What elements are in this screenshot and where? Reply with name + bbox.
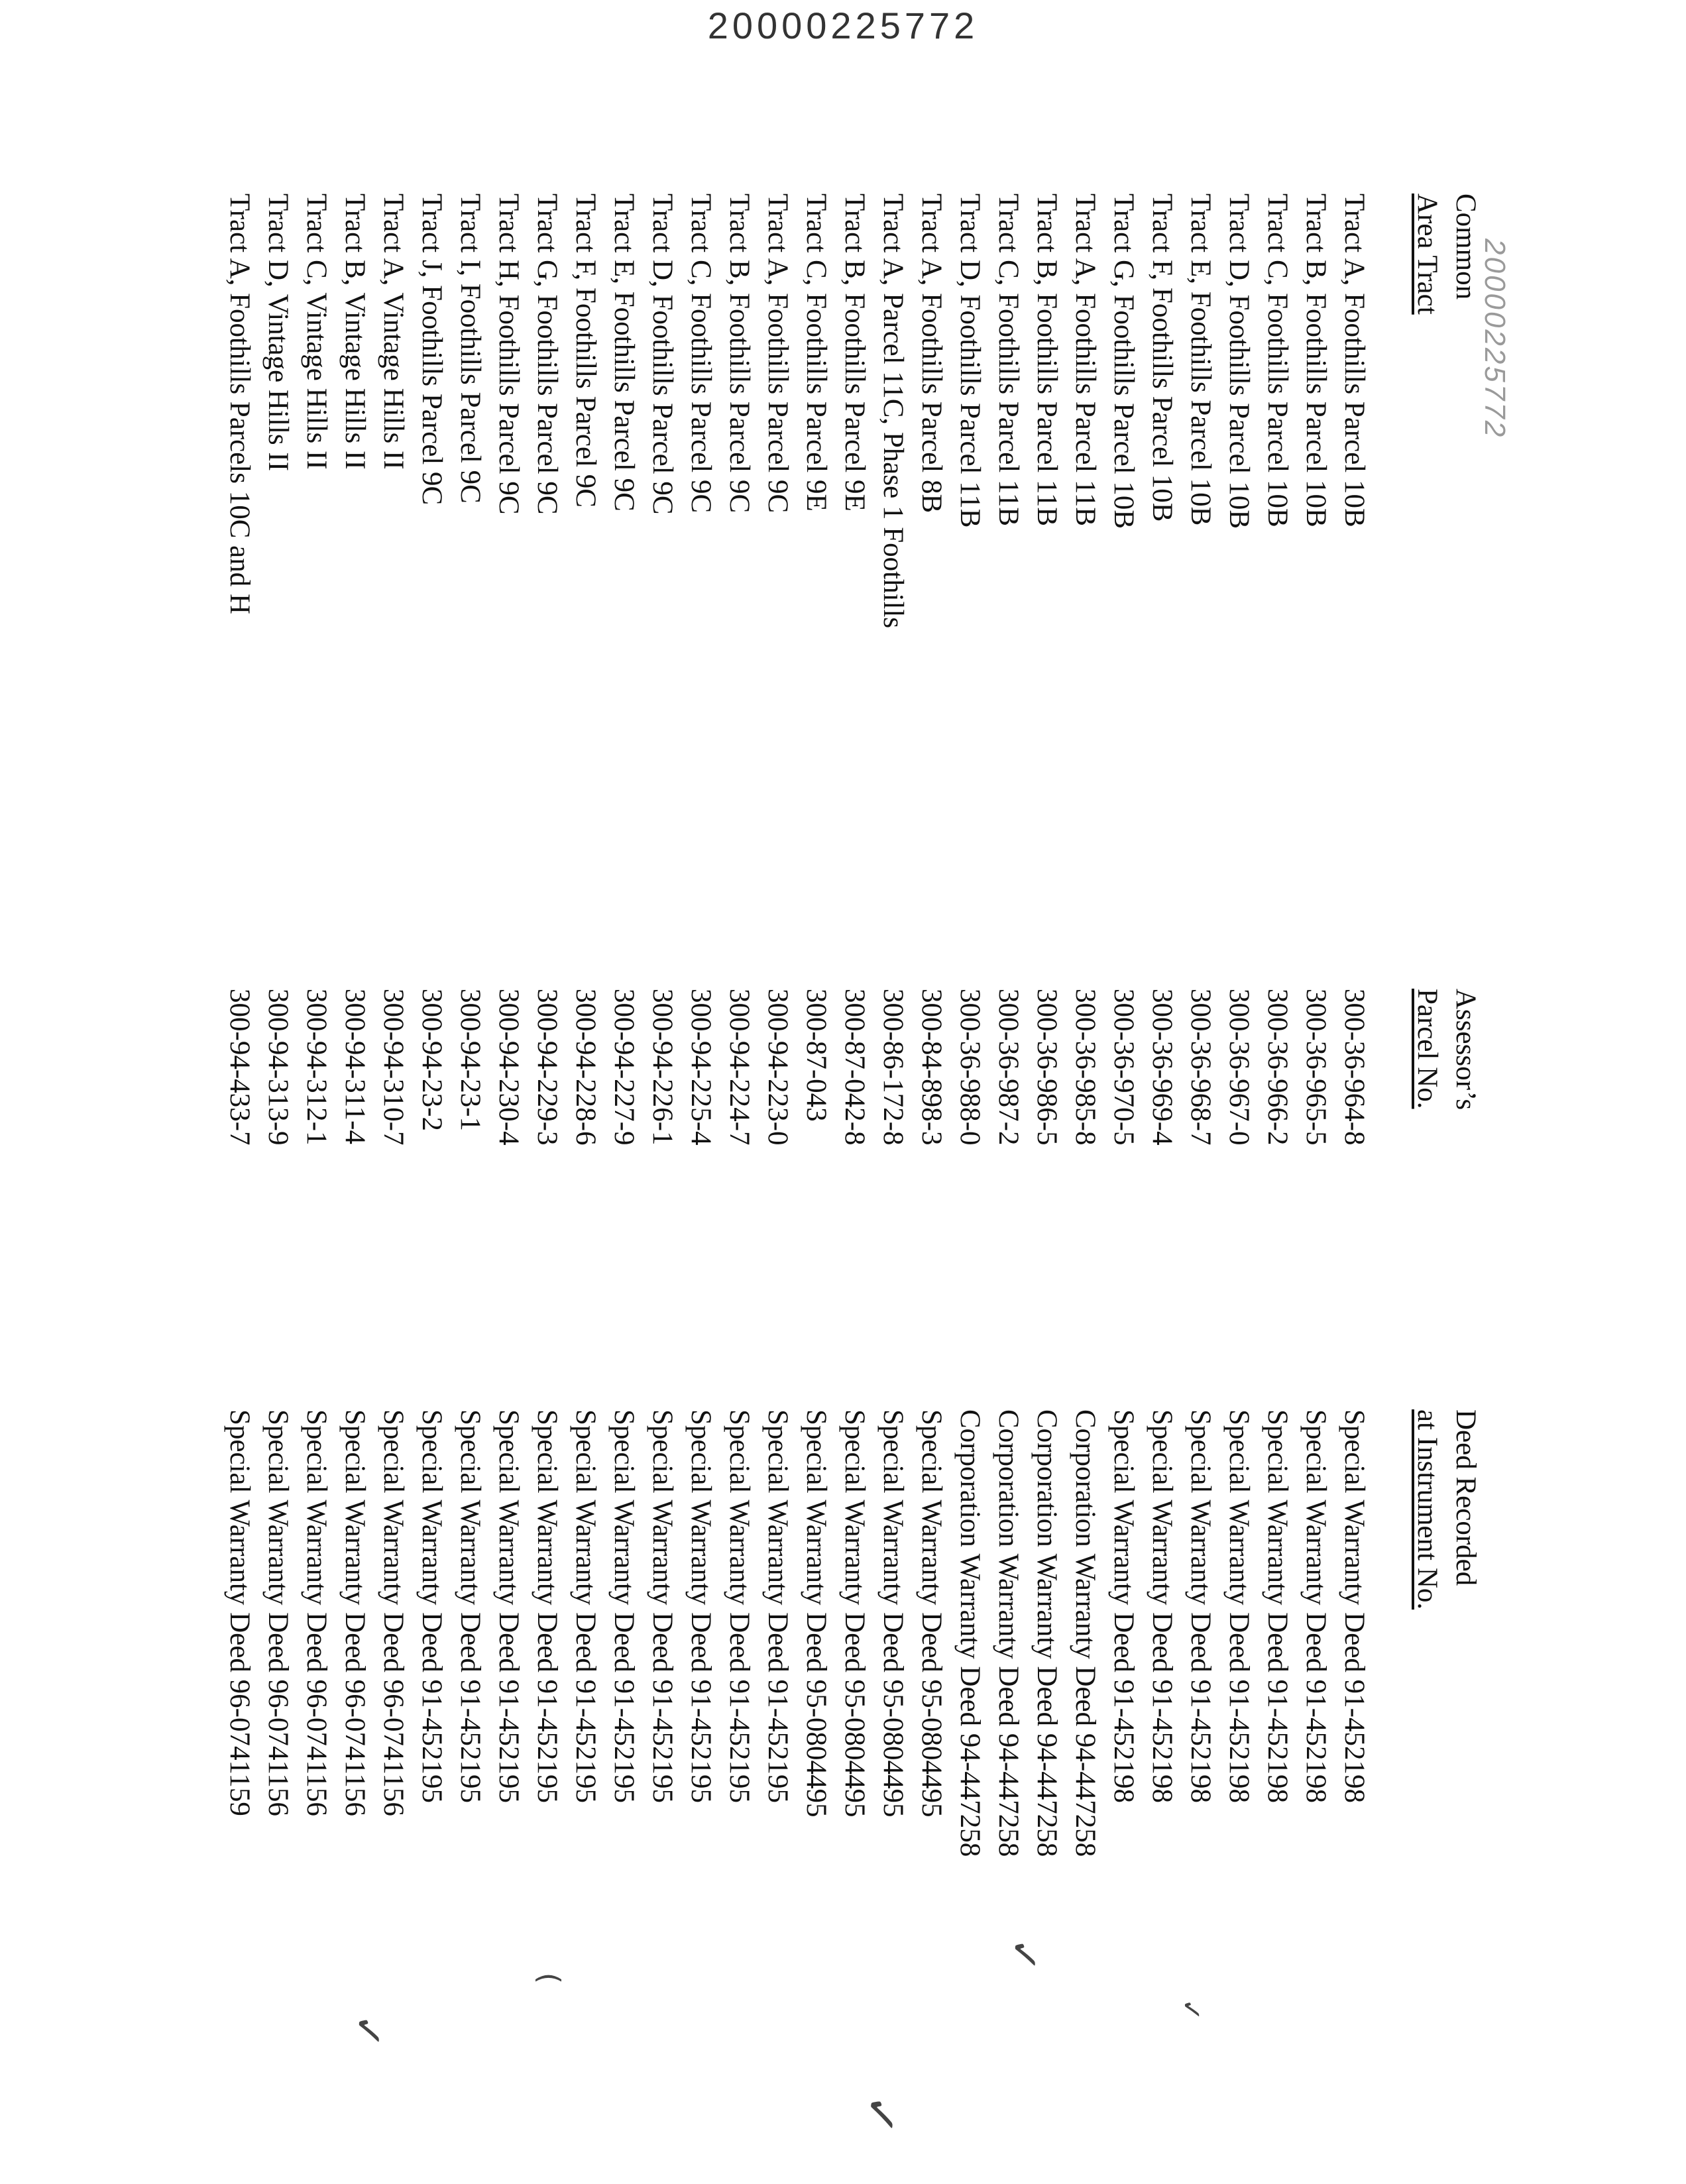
tract-cell: Tract B, Foothills Parcel 11B [1031,193,1062,527]
parcel-cell: 300-94-433-7 [224,989,255,1146]
header-deed [1408,1409,1485,2022]
table-row [604,193,643,2022]
parcel-cell: 300-36-968-7 [1185,989,1216,1146]
parcel-cell: 300-36-969-4 [1147,989,1178,1146]
checkmark-icon: ( [532,1972,567,1985]
table-row [528,193,566,2022]
deed-cell: Special Warranty Deed 95-0804495 [916,1409,947,1818]
table-row [258,193,297,2022]
deed-cell: Special Warranty Deed 91-452195 [724,1409,755,1803]
table-row [758,193,797,2022]
deed-cell: Special Warranty Deed 96-0741156 [262,1409,294,1816]
tract-cell: Tract G, Foothills Parcel 10B [1108,193,1139,529]
tract-cell: Tract E, Foothills Parcel 9C [608,193,640,512]
tract-cell: Tract B, Foothills Parcel 9E [839,193,870,512]
deed-cell: Special Warranty Deed 96-0741156 [339,1409,370,1816]
table-row [1296,193,1335,2022]
parcel-cell: 300-94-225-4 [685,989,716,1146]
table-row [374,193,412,2022]
table-row [1219,193,1258,2022]
parcel-cell: 300-94-228-6 [570,989,601,1146]
table-row [1027,193,1066,2022]
table-row [1143,193,1181,2022]
checkmark-icon: ✓ [1175,1998,1206,2021]
parcel-cell: 300-94-229-3 [532,989,563,1146]
header-tract-line1: Common [1450,193,1481,300]
deed-cell: Special Warranty Deed 91-452198 [1223,1409,1255,1803]
header-deed-line1: Deed Recorded [1450,1409,1481,1586]
deed-cell: Special Warranty Deed 91-452195 [570,1409,601,1803]
deed-cell: Special Warranty Deed 91-452198 [1108,1409,1139,1803]
header-tract-line2: Area Tract [1412,193,1443,315]
deed-cell: Special Warranty Deed 91-452195 [647,1409,678,1803]
parcel-cell: 300-86-172-8 [877,989,909,1146]
table-row [835,193,873,2022]
tract-cell: Tract A, Foothills Parcels 10C and H [224,193,255,615]
tract-cell: Tract F, Foothills Parcel 9C [570,193,601,508]
tract-cell: Tract B, Vintage Hills II [339,193,370,470]
deed-cell: Special Warranty Deed 91-452195 [493,1409,524,1803]
checkmark-icon: ✓ [343,2012,393,2050]
parcel-cell: 300-94-230-4 [493,989,524,1146]
tract-cell: Tract D, Foothills Parcel 10B [1223,193,1255,529]
table-row [873,193,912,2022]
deed-cell: Special Warranty Deed 95-0804495 [877,1409,909,1818]
deed-cell: Special Warranty Deed 91-452195 [685,1409,716,1803]
deed-cell: Special Warranty Deed 95-0804495 [801,1409,832,1818]
common-area-table [220,193,1485,2022]
tract-cell: Tract C, Foothills Parcel 10B [1262,193,1293,527]
deed-cell: Special Warranty Deed 96-0741159 [224,1409,255,1816]
tract-cell: Tract D, Foothills Parcel 9C [647,193,678,515]
header-parcel [1408,989,1485,1409]
deed-cell: Special Warranty Deed 96-0741156 [301,1409,332,1816]
table-row [220,193,258,2022]
parcel-cell: 300-36-987-2 [993,989,1024,1146]
table-row [412,193,451,2022]
table-row [797,193,835,2022]
parcel-cell: 300-94-224-7 [724,989,755,1146]
parcel-cell: 300-94-310-7 [378,989,409,1146]
tract-cell: Tract E, Foothills Parcel 10B [1185,193,1216,526]
deed-cell: Special Warranty Deed 91-452198 [1339,1409,1370,1803]
document-number: 20000225772 [707,5,979,46]
table-row [681,193,720,2022]
parcel-cell: 300-94-23-1 [455,989,486,1131]
tract-cell: Tract B, Foothills Parcel 10B [1300,193,1331,527]
parcel-cell: 300-36-985-8 [1070,989,1101,1146]
parcel-cell: 300-94-313-9 [262,989,294,1146]
table-row [489,193,528,2022]
tract-cell: Tract C, Foothills Parcel 11B [993,193,1024,527]
tract-cell: Tract C, Foothills Parcel 9E [801,193,832,512]
tract-cell: Tract C, Vintage Hills II [301,193,332,470]
parcel-cell: 300-36-970-5 [1108,989,1139,1146]
table-row [566,193,604,2022]
table-row [1066,193,1104,2022]
table-body [220,193,1373,2022]
header-parcel-line1: Assessor’s [1450,989,1481,1111]
parcel-cell: 300-36-965-5 [1300,989,1331,1146]
parcel-cell: 300-36-986-5 [1031,989,1062,1146]
tract-cell: Tract A, Parcel 11C, Phase 1 Foothills [877,193,909,629]
parcel-cell: 300-94-223-0 [762,989,793,1146]
tract-cell: Tract J, Foothills Parcel 9C [416,193,447,506]
tract-cell: Tract A, Foothills Parcel 9C [762,193,793,514]
deed-cell: Special Warranty Deed 91-452195 [608,1409,640,1803]
parcel-cell: 300-36-966-2 [1262,989,1293,1146]
parcel-cell: 300-94-312-1 [301,989,332,1146]
parcel-cell: 300-36-967-0 [1223,989,1255,1146]
deed-cell: Special Warranty Deed 91-452195 [416,1409,447,1803]
table-row [720,193,758,2022]
deed-cell: Special Warranty Deed 96-0741156 [378,1409,409,1816]
deed-cell: Special Warranty Deed 91-452198 [1262,1409,1293,1803]
deed-cell: Special Warranty Deed 91-452195 [532,1409,563,1803]
parcel-cell: 300-87-043 [801,989,832,1122]
deed-cell: Corporation Warranty Deed 94-447258 [1031,1409,1062,1857]
tract-cell: Tract A, Foothills Parcel 8B [916,193,947,514]
deed-cell: Special Warranty Deed 91-452198 [1300,1409,1331,1803]
table-row [335,193,374,2022]
deed-cell: Special Warranty Deed 91-452198 [1147,1409,1178,1803]
header-parcel-line2: Parcel No. [1412,989,1443,1109]
deed-cell: Corporation Warranty Deed 94-447258 [993,1409,1024,1857]
table-row [643,193,681,2022]
tract-cell: Tract D, Foothills Parcel 11B [954,193,985,528]
parcel-cell: 300-87-042-8 [839,989,870,1146]
deed-cell: Special Warranty Deed 91-452195 [762,1409,793,1803]
tract-cell: Tract C, Foothills Parcel 9C [685,193,716,514]
deed-cell: Special Warranty Deed 95-0804495 [839,1409,870,1818]
tract-cell: Tract F, Foothills Parcel 10B [1147,193,1178,522]
parcel-cell: 300-84-898-3 [916,989,947,1146]
parcel-cell: 300-94-311-4 [339,989,370,1144]
table-row [451,193,489,2022]
parcel-cell: 300-36-964-8 [1339,989,1370,1146]
table-header [1408,193,1485,2022]
deed-cell: Special Warranty Deed 91-452198 [1185,1409,1216,1803]
table-row [989,193,1027,2022]
header-tract [1408,193,1485,989]
table-row [1104,193,1143,2022]
tract-cell: Tract A, Foothills Parcel 11B [1070,193,1101,527]
table-row [912,193,950,2022]
parcel-cell: 300-94-226-1 [647,989,678,1146]
tract-cell: Tract H, Foothills Parcel 9C [493,193,524,515]
table-row [297,193,335,2022]
header-deed-line2: at Instrument No. [1412,1409,1443,1610]
checkmark-icon: ✓ [999,1936,1049,1974]
table-row [950,193,989,2022]
table-row [1258,193,1296,2022]
deed-cell: Special Warranty Deed 91-452195 [455,1409,486,1803]
tract-cell: Tract D, Vintage Hills II [262,193,294,472]
parcel-cell: 300-94-23-2 [416,989,447,1131]
table-row [1181,193,1219,2022]
tract-cell: Tract B, Foothills Parcel 9C [724,193,755,514]
deed-cell: Corporation Warranty Deed 94-447258 [954,1409,985,1857]
tract-cell: Tract G, Foothills Parcel 9C [532,193,563,515]
side-stamp-number: 20000225772 [1479,239,1511,439]
tract-cell: Tract I, Foothills Parcel 9C [455,193,486,504]
parcel-cell: 300-94-227-9 [608,989,640,1146]
checkmark-icon: ✓ [850,2090,911,2139]
tract-cell: Tract A, Vintage Hills II [378,193,409,470]
tract-cell: Tract A, Foothills Parcel 10B [1339,193,1370,527]
deed-cell: Corporation Warranty Deed 94-447258 [1070,1409,1101,1857]
parcel-cell: 300-36-988-0 [954,989,985,1146]
table-row [1335,193,1373,2022]
